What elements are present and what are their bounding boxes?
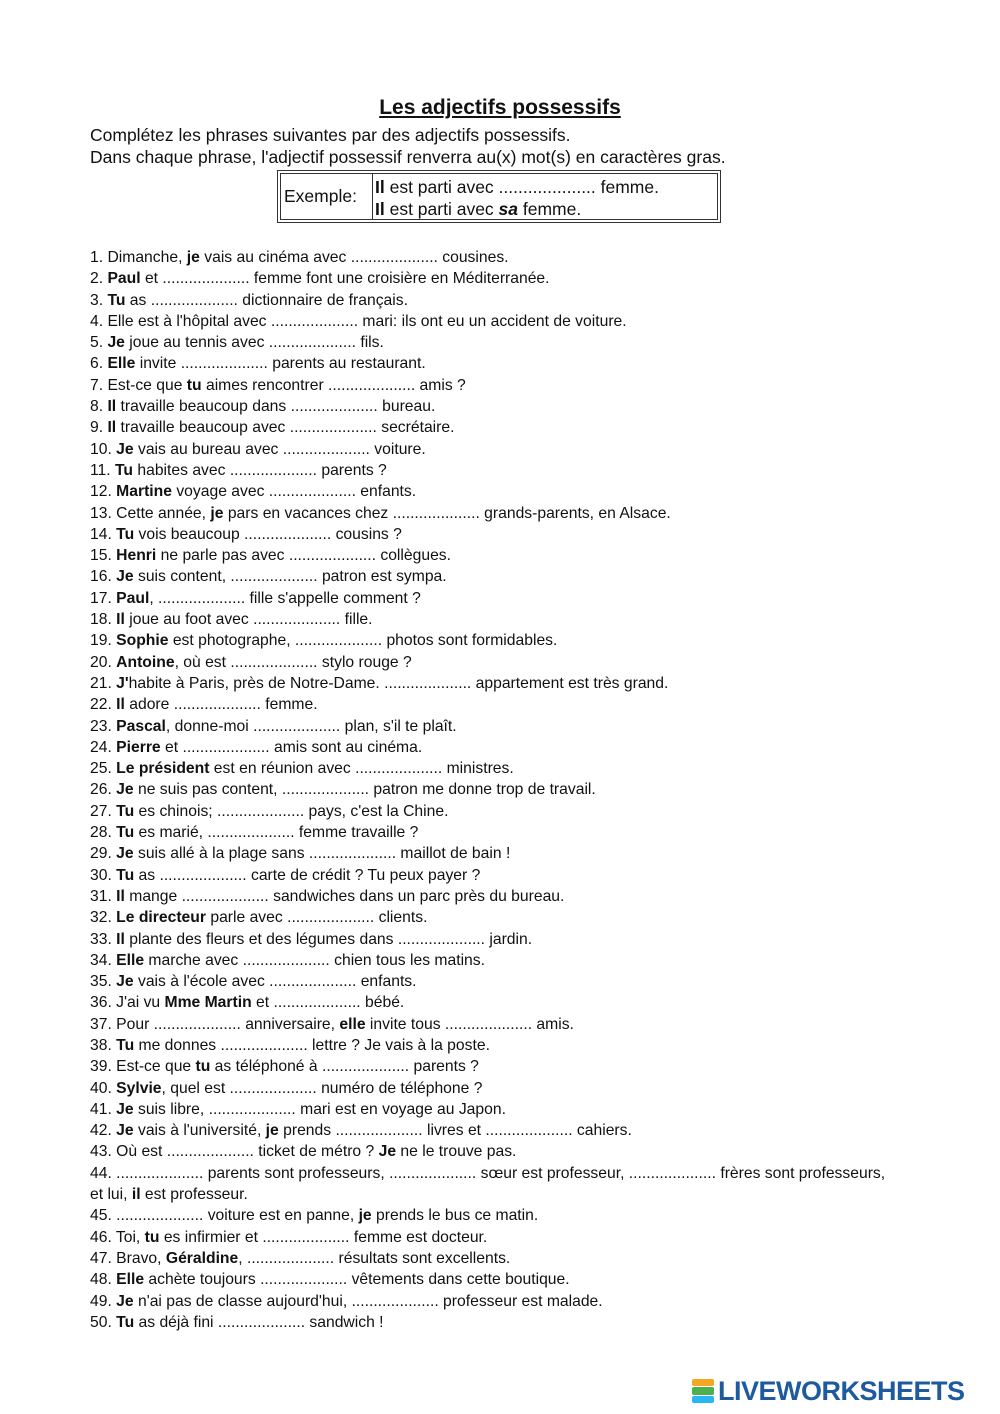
bold-word: J'	[116, 674, 129, 692]
exercise-sentence	[90, 992, 890, 1013]
sentence-text: est en réunion avec .................... ministres.	[209, 760, 514, 778]
bold-word: il	[131, 1186, 141, 1204]
sentence-text: joue au foot avec .................... fille.	[124, 611, 373, 629]
bold-word: je	[358, 1207, 372, 1225]
exercise-sentence	[90, 716, 890, 737]
exercise-sentence	[90, 1227, 890, 1248]
bold-word: tu	[144, 1228, 160, 1246]
exercise-sentence	[90, 630, 890, 651]
bold-word: Il	[375, 199, 385, 219]
sentence-text: 22.	[90, 696, 117, 714]
sentence-text: 16.	[90, 568, 117, 586]
bold-word: Je	[116, 1292, 134, 1310]
sentence-text: pars en vacances chez .................... grands-parents, en Alsace.	[223, 504, 671, 522]
exercise-sentence	[90, 481, 890, 502]
sentence-text: 15.	[90, 547, 117, 565]
bold-word: Il	[375, 177, 385, 197]
exercise-sentence	[90, 673, 890, 694]
logo-text: LIVEWORKSHEETS	[718, 1375, 965, 1406]
sentence-text: 41.	[90, 1100, 117, 1118]
sentence-text: est parti avec	[384, 199, 499, 219]
example-lines	[373, 173, 718, 220]
exercise-sentence	[90, 1141, 890, 1162]
bold-word: Tu	[116, 1313, 135, 1331]
sentence-text: 28.	[90, 824, 117, 842]
sentence-text: 32.	[90, 909, 117, 927]
bold-word: Le directeur	[116, 909, 206, 927]
sentence-text: 43. Où est .................... ticket de métro ?	[90, 1143, 379, 1161]
bold-word: Je	[116, 973, 134, 991]
exercise-sentence	[90, 737, 890, 758]
sentence-text: 36. J'ai vu	[90, 994, 165, 1012]
liveworksheets-logo-icon	[692, 1379, 714, 1403]
sentence-text: 3.	[90, 291, 108, 309]
bold-word: Je	[116, 568, 134, 586]
sentence-text: 2.	[90, 270, 108, 288]
bold-word: Je	[116, 440, 134, 458]
sentence-text: prends .................... livres et .................... cahiers.	[278, 1122, 632, 1140]
sentence-text: me donnes .................... lettre ? Je vais à la poste.	[134, 1036, 490, 1054]
exercise-sentence	[90, 652, 890, 673]
sentence-text: 26.	[90, 781, 117, 799]
exercise-sentence	[90, 1312, 890, 1333]
bold-word: Tu	[116, 802, 135, 820]
sentence-text: 25.	[90, 760, 117, 778]
bold-word: Le président	[116, 760, 210, 778]
sentence-text: 9.	[90, 419, 108, 437]
sentence-text: 38.	[90, 1036, 117, 1054]
sentence-text: travaille beaucoup avec .................... secrétaire.	[116, 419, 455, 437]
exercise-sentence	[90, 1035, 890, 1056]
sentence-text: travaille beaucoup dans .................... bureau.	[116, 398, 436, 416]
sentence-text: , .................... résultats sont excellents.	[238, 1249, 511, 1267]
bold-word: Pierre	[116, 738, 161, 756]
bold-word: Tu	[116, 866, 135, 884]
sentence-text: est parti avec .................... femme.	[384, 177, 659, 197]
sentence-text: 18.	[90, 611, 117, 629]
instruction-line: Dans chaque phrase, l'adjectif possessif renverra au(x) mot(s) en caractères gras.	[90, 147, 726, 167]
sentence-text: 17.	[90, 589, 117, 607]
exercise-sentence	[90, 1078, 890, 1099]
sentence-text: plante des fleurs et des légumes dans .................... jardin.	[124, 930, 533, 948]
bold-word: Martine	[116, 483, 172, 501]
bold-word: Je	[116, 1100, 134, 1118]
instructions	[90, 124, 726, 168]
sentence-text: , .................... fille s'appelle comment ?	[149, 589, 421, 607]
exercise-sentence	[90, 396, 890, 417]
sentence-text: invite .................... parents au restaurant.	[135, 355, 426, 373]
exercise-sentence	[90, 758, 890, 779]
bold-word: tu	[195, 1058, 211, 1076]
sentence-text: voyage avec .................... enfants.	[171, 483, 417, 501]
sentence-text: 29.	[90, 845, 117, 863]
sentence-text: 8.	[90, 398, 108, 416]
bold-word: Il	[107, 398, 117, 416]
sentence-text: 6.	[90, 355, 108, 373]
sentence-text: 30.	[90, 866, 117, 884]
sentence-text: vais au bureau avec .................... voiture.	[133, 440, 426, 458]
exercise-sentence	[90, 843, 890, 864]
sentence-text: mange .................... sandwiches dans un parc près du bureau.	[124, 887, 565, 905]
sentence-text: et .................... bébé.	[251, 994, 405, 1012]
sentence-text: 47. Bravo,	[90, 1249, 166, 1267]
exercise-sentence	[90, 439, 890, 460]
exercise-sentence	[90, 907, 890, 928]
bold-word: je	[210, 504, 224, 522]
sentence-text: , où est .................... stylo rouge ?	[174, 653, 412, 671]
sentence-text: 49.	[90, 1292, 117, 1310]
sentence-text: as .................... dictionnaire de français.	[125, 291, 408, 309]
exercise-sentence	[90, 290, 890, 311]
exercise-sentence	[90, 545, 890, 566]
exercise-sentence	[90, 865, 890, 886]
sentence-text: est professeur.	[140, 1186, 248, 1204]
bold-word: Sophie	[116, 632, 169, 650]
bold-word: Mme Martin	[164, 994, 252, 1012]
sentence-text: 27.	[90, 802, 117, 820]
exercise-sentence	[90, 1014, 890, 1035]
bold-word: Je	[116, 1122, 134, 1140]
sentence-text: habite à Paris, près de Notre-Dame. .................... appartement est très grand.	[128, 674, 669, 692]
bold-word: Je	[107, 334, 125, 352]
sentence-text: aimes rencontrer .................... amis ?	[201, 376, 466, 394]
sentence-text: 31.	[90, 887, 117, 905]
exercise-sentence	[90, 1248, 890, 1269]
sentence-text: ne suis pas content, .................... patron me donne trop de travail.	[133, 781, 596, 799]
bold-word: Paul	[116, 589, 150, 607]
sentence-text: es marié, .................... femme travaille ?	[134, 824, 419, 842]
bold-word: Antoine	[116, 653, 175, 671]
exercise-sentence	[90, 1099, 890, 1120]
sentence-text: , quel est .................... numéro de téléphone ?	[161, 1079, 483, 1097]
exercise-sentence	[90, 971, 890, 992]
liveworksheets-logo	[692, 1375, 965, 1407]
bold-word: Je	[116, 781, 134, 799]
sentence-text: 42.	[90, 1122, 117, 1140]
bold-word: Elle	[116, 1271, 145, 1289]
sentence-text: 44. .................... parents sont professeurs, .................... sœur est professeur, .................... frères sont professeurs, et lui,	[90, 1164, 886, 1204]
sentence-text: 20.	[90, 653, 117, 671]
exercise-sentence	[90, 1163, 890, 1206]
exercise-sentence	[90, 609, 890, 630]
bold-word: Tu	[115, 461, 134, 479]
bold-word: Sylvie	[116, 1079, 162, 1097]
sentence-text: 7. Est-ce que	[90, 376, 187, 394]
sentence-text: suis allé à la plage sans .................... maillot de bain !	[133, 845, 511, 863]
example-line	[375, 176, 717, 198]
example-box	[277, 170, 721, 223]
sentence-text: 14.	[90, 525, 117, 543]
sentence-text: habites avec .................... parents ?	[133, 461, 387, 479]
sentence-text: prends le bus ce matin.	[371, 1207, 539, 1225]
exercise-sentence	[90, 417, 890, 438]
sentence-text: 50.	[90, 1313, 117, 1331]
sentence-text: 13. Cette année,	[90, 504, 211, 522]
example-label: Exemple:	[280, 173, 373, 220]
sentence-text: as .................... carte de crédit ? Tu peux payer ?	[134, 866, 481, 884]
sentence-text: 40.	[90, 1079, 117, 1097]
sentence-text: invite tous .................... amis.	[365, 1015, 574, 1033]
exercise-sentence	[90, 1120, 890, 1141]
exercise-sentence	[90, 588, 890, 609]
bold-word: Henri	[116, 547, 157, 565]
exercise-sentence	[90, 566, 890, 587]
bold-word: je	[265, 1122, 279, 1140]
sentence-text: ne le trouve pas.	[396, 1143, 517, 1161]
sentence-text: suis content, .................... patron est sympa.	[133, 568, 447, 586]
exercise-sentence	[90, 886, 890, 907]
bold-word: Paul	[107, 270, 141, 288]
sentence-text: joue au tennis avec .................... fils.	[124, 334, 384, 352]
sentence-text: 39. Est-ce que	[90, 1058, 196, 1076]
sentence-text: 33.	[90, 930, 117, 948]
exercise-sentence	[90, 524, 890, 545]
bold-word: Tu	[116, 824, 135, 842]
example-line	[375, 198, 717, 220]
sentence-text: 12.	[90, 483, 117, 501]
exercise-sentence	[90, 801, 890, 822]
bold-word: je	[186, 249, 200, 266]
bold-word: Tu	[116, 525, 135, 543]
bold-word: Géraldine	[165, 1249, 239, 1267]
sentence-text: suis libre, .................... mari est en voyage au Japon.	[133, 1100, 506, 1118]
sentence-text: 45. .................... voiture est en panne,	[90, 1207, 359, 1225]
exercise-sentence	[90, 950, 890, 971]
sentence-text: 11.	[90, 461, 116, 479]
bold-word: Je	[378, 1143, 397, 1161]
sentence-text: vois beaucoup .................... cousins ?	[134, 525, 402, 543]
sentence-text: 5.	[90, 334, 108, 352]
exercise-sentence	[90, 311, 890, 332]
sentence-text: n'ai pas de classe aujourd'hui, .................... professeur est malade.	[133, 1292, 603, 1310]
exercise-sentence	[90, 503, 890, 524]
sentence-text: 23.	[90, 717, 117, 735]
exercise-sentence	[90, 1269, 890, 1290]
exercise-sentence	[90, 1205, 890, 1226]
sentence-text: , donne-moi .................... plan, s'il te plaît.	[165, 717, 457, 735]
exercise-sentence	[90, 268, 890, 289]
bold-word: Il	[107, 419, 117, 437]
sentence-text: es infirmier et .................... femme est docteur.	[159, 1228, 488, 1246]
sentence-text: et .................... amis sont au cinéma.	[160, 738, 423, 756]
exercise-sentence	[90, 694, 890, 715]
sentence-text: 21.	[90, 674, 117, 692]
sentence-text: vais au cinéma avec .................... cousines.	[199, 249, 509, 266]
sentence-text: marche avec .................... chien tous les matins.	[144, 951, 485, 969]
exercise-sentence	[90, 1056, 890, 1077]
bold-word: Elle	[116, 951, 145, 969]
sentence-text: 35.	[90, 973, 117, 991]
bold-word: Pascal	[116, 717, 166, 735]
sentence-text: vais à l'université,	[133, 1122, 266, 1140]
bold-word: Il	[116, 696, 125, 714]
bold-word: Je	[116, 845, 134, 863]
sentence-text: 10.	[90, 440, 117, 458]
sentence-text: 34.	[90, 951, 117, 969]
exercise-sentence	[90, 353, 890, 374]
exercise-sentence	[90, 929, 890, 950]
sentence-text: 24.	[90, 738, 117, 756]
sentence-text: parle avec .................... clients.	[205, 909, 428, 927]
exercise-sentence	[90, 779, 890, 800]
sentence-text: 46. Toi,	[90, 1228, 145, 1246]
exercise-list	[90, 247, 890, 1333]
exercise-sentence	[90, 375, 890, 396]
bold-word: Il	[116, 930, 125, 948]
bold-word: tu	[186, 376, 202, 394]
exercise-sentence	[90, 332, 890, 353]
bold-word: Il	[116, 887, 125, 905]
bold-word: Elle	[107, 355, 136, 373]
bold-word: elle	[339, 1015, 366, 1033]
sentence-text: 19.	[90, 632, 117, 650]
exercise-sentence	[90, 822, 890, 843]
page-title: Les adjectifs possessifs	[379, 96, 621, 119]
sentence-text: 48.	[90, 1271, 117, 1289]
sentence-text: est photographe, .................... photos sont formidables.	[168, 632, 558, 650]
sentence-text: vais à l'école avec .................... enfants.	[133, 973, 417, 991]
exercise-sentence	[90, 460, 890, 481]
sentence-text: ne parle pas avec .................... collègues.	[156, 547, 452, 565]
sentence-text: et .................... femme font une croisière en Méditerranée.	[140, 270, 550, 288]
sentence-text: achète toujours .................... vêtements dans cette boutique.	[144, 1271, 570, 1289]
exercise-sentence	[90, 247, 890, 268]
sentence-text: femme.	[518, 199, 582, 219]
bold-word: Il	[116, 611, 125, 629]
sentence-text: 1. Dimanche,	[90, 249, 187, 266]
sentence-text: as téléphoné à .................... parents ?	[210, 1058, 479, 1076]
bold-word: Tu	[116, 1036, 135, 1054]
sentence-text: 4. Elle est à l'hôpital avec .................... mari: ils ont eu un accident de voiture.	[90, 312, 627, 330]
sentence-text: as déjà fini .................... sandwich !	[134, 1313, 384, 1331]
bold-word: Tu	[107, 291, 126, 309]
exercise-sentence	[90, 1291, 890, 1312]
answer-word: sa	[498, 199, 519, 219]
instruction-line: Complétez les phrases suivantes par des adjectifs possessifs.	[90, 125, 571, 145]
sentence-text: es chinois; .................... pays, c'est la Chine.	[134, 802, 449, 820]
sentence-text: 37. Pour .................... anniversaire,	[90, 1015, 340, 1033]
sentence-text: adore .................... femme.	[124, 696, 318, 714]
